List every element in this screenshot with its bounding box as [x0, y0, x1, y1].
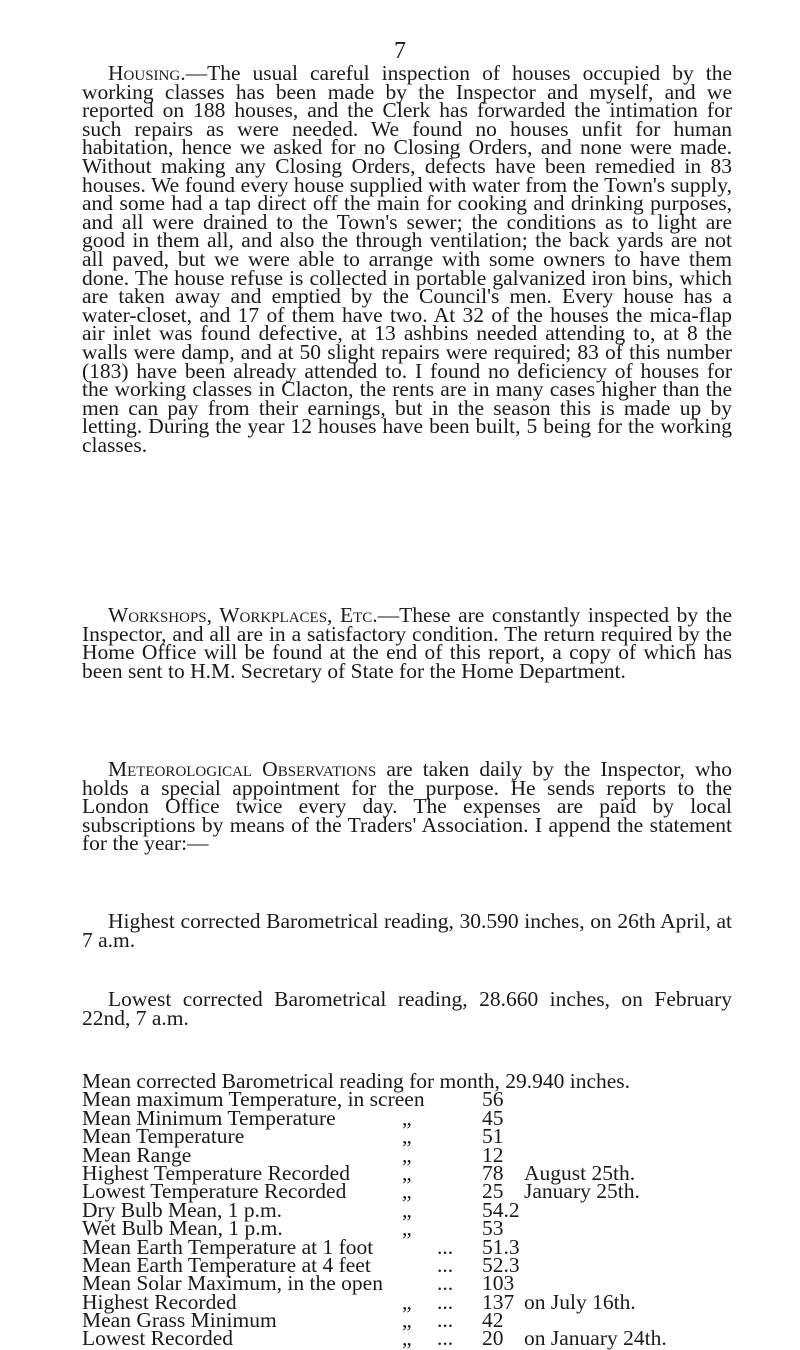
stats-row: Mean maximum Temperature, in screen 56 — [82, 1087, 504, 1112]
workshops-text: These are constantly inspected by the Inspector, and all are in a satisfactory condition. The return required by the Home Office will be found at the end of this report, a copy of which has been sent to H.M. Secretary of State for the Home Department. — [82, 603, 732, 683]
housing-text: The usual careful inspection of houses occupied by the working classes has been made by the Inspector and myself, and we reported on 188 houses, and the Clerk has forwarded the intimation for such repairs as were needed. We found no houses unfit for human habitation, hence we asked for no Closing Orders, and none were made. Without making any Closing Orders, defects have been remedied in 83 houses. We found every house supplied with water from the Town's supply, and some had a tap direct off the main for cooking and drinking purposes, and all were drained to the Town's sewer; the conditions as to light are good in them all, and also the through ventilation; the back yards are not all paved, but we were able to arrange with some owners to have them done. The house refuse is collected in portable galvanized iron bins, which are taken away and emptied by the Council's men. Every house has a water-closet, and 17 of them have two. At 32 of the houses the mica-flap air inlet was found defective, at 13 ashbins needed attending to, at 8 the walls were damp, and at 50 slight repairs were required; 83 of this number (183) have been already attended to. I found no deficiency of houses for the working classes in Clacton, the rents are in many cases higher than the men can pay from their earnings, but in the season this is made up by letting. During the year 12 houses have been built, 5 being for the working classes. — [82, 61, 732, 457]
workshops-heading: Workshops, Workplaces, Etc. — [108, 603, 378, 627]
stats-row: Mean Solar Maximum, in the open ... 103 — [82, 1271, 515, 1296]
lowest-barometer-reading: Lowest corrected Barometrical reading, 28.660 inches, on February 22nd, 7 a.m. — [82, 987, 732, 1030]
stats-row: Mean Grass Minimum „ ... 42 — [82, 1308, 504, 1333]
housing-heading: Housing. — [108, 61, 186, 85]
stats-row: Highest Temperature Recorded „ 78 August 25th. — [82, 1160, 636, 1185]
stats-row: Lowest Temperature Recorded „ 25 January 25th. — [82, 1179, 640, 1204]
stats-row: Mean Minimum Temperature „ 45 — [82, 1105, 504, 1130]
stats-row: Dry Bulb Mean, 1 p.m. „ 54.2 — [82, 1197, 520, 1222]
page-number: 7 — [394, 38, 406, 64]
stats-row: Wet Bulb Mean, 1 p.m. „ 53 — [82, 1216, 504, 1241]
stats-row: Highest Recorded „ ... 137 on July 16th. — [82, 1289, 636, 1314]
meteorological-text: are taken daily by the Inspector, who holds a special appointment for the purpose. He sends reports to the London Office twice every day. The expenses are paid by local subscriptions by means of the Traders' Association. I append the statement for the year:— — [82, 757, 732, 856]
stats-row: Mean Range „ 12 — [82, 1142, 504, 1167]
housing-paragraph: Housing.—The usual careful inspection of houses occupied by the working classes has been made by the Inspector and myself, and we reported on 188 houses, and the Clerk has forwarded the intimation for such repairs as were needed. We found no houses unfit for human habitation, hence we asked for no Closing Orders, and none were made. Without making any Closing Orders, defects have been remedied in 83 houses. We found every house supplied with water from the Town's supply, and some had a tap direct off the main for cooking and drinking purposes, and all were drained to the Town's sewer; the conditions as to light are good in them all, and also the through ventilation; the back yards are not all paved, but we were able to arrange with some owners to have them done. The house refuse is collected in portable galvanized iron bins, which are taken away and emptied by the Council's men. Every house has a water-closet, and 17 of them have two. At 32 of the houses the mica-flap air inlet was found defective, at 13 ashbins needed attending to, at 8 the walls were damp, and at 50 slight repairs were required; 83 of this number (183) have been already attended to. I found no deficiency of houses for the working classes in Clacton, the rents are in many cases higher than the men can pay from their earnings, but in the season this is made up by letting. During the year 12 houses have been built, 5 being for the working classes. — [82, 61, 732, 457]
statistics-table — [82, 1069, 762, 1350]
workshops-paragraph: Workshops, Workplaces, Etc.—These are constantly inspected by the Inspector, and all are in a satisfactory condition. The return required by the Home Office will be found at the end of this report, a copy of which has been sent to H.M. Secretary of State for the Home Department. — [82, 603, 732, 683]
highest-barometer-reading: Highest corrected Barometrical reading, 30.590 inches, on 26th April, at 7 a.m. — [82, 909, 732, 952]
meteorological-paragraph — [82, 757, 732, 856]
stats-row: Mean Temperature „ 51 — [82, 1124, 504, 1149]
stats-row: Mean Earth Temperature at 4 feet ... 52.3 — [82, 1252, 520, 1277]
stats-row: Mean corrected Barometrical reading for month, 29.940 inches. — [82, 1069, 631, 1093]
stats-row: Lowest Recorded „ ... 20 on January 24th. — [82, 1326, 667, 1350]
meteorological-heading: Meteorological Observations — [108, 757, 377, 781]
stats-row: Mean Earth Temperature at 1 foot ... 51.3 — [82, 1234, 520, 1259]
